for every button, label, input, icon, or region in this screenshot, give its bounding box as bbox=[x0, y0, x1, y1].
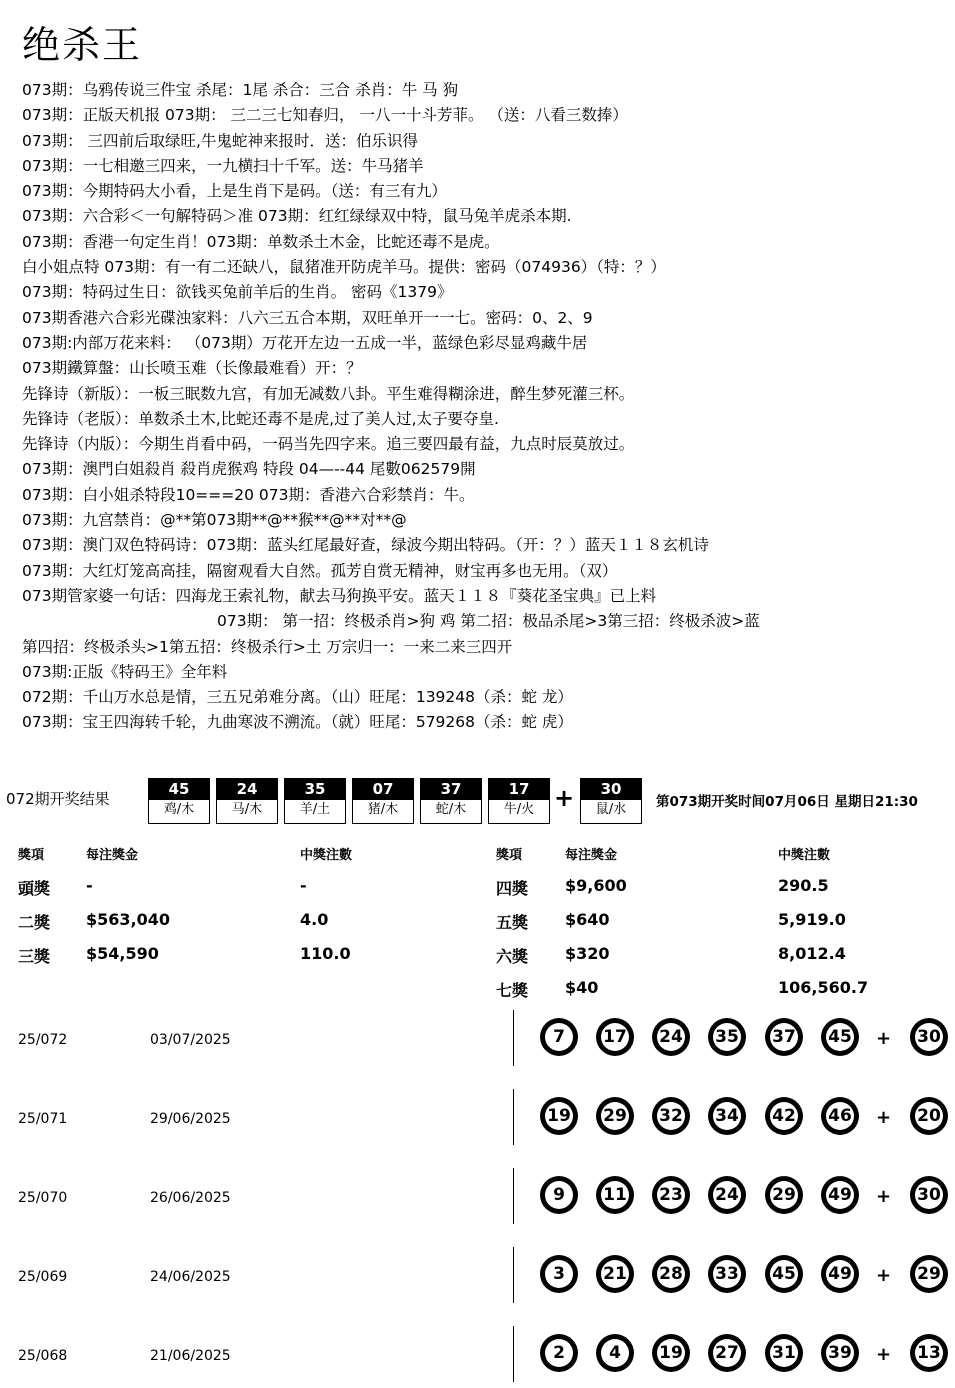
prize-name: 三獎 bbox=[18, 947, 51, 966]
prediction-line: 073期管家婆一句话：四海龙王索礼物，献去马狗换平安。蓝天１１８『葵花圣宝典』已上料 bbox=[22, 586, 657, 605]
history-row bbox=[0, 1326, 955, 1386]
ball-number: 49 bbox=[826, 1260, 854, 1288]
result-number: 17 bbox=[489, 779, 549, 800]
history-period: 25/069 bbox=[18, 1269, 68, 1285]
prize-amount: $40 bbox=[565, 978, 599, 997]
history-ball bbox=[765, 1255, 803, 1293]
history-date: 29/06/2025 bbox=[150, 1111, 231, 1127]
prediction-line: 073期:内部万花来料： （073期）万花开左边一五成一半，蓝绿色彩尽显鸡藏牛居 bbox=[22, 333, 588, 352]
result-number: 24 bbox=[217, 779, 277, 800]
prediction-line: 073期香港六合彩光碟浊家料：八六三五合本期，双旺单开一一七。密码：0、2、9 bbox=[22, 308, 593, 327]
prediction-line: 第四招：终极杀头>1第五招：终极杀行>土 万宗归一：一来二来三四开 bbox=[22, 637, 513, 656]
prize-amount: $563,040 bbox=[86, 910, 171, 929]
history-date: 21/06/2025 bbox=[150, 1348, 231, 1364]
prize-header: 每注獎金 bbox=[86, 848, 139, 863]
ball-number: 11 bbox=[601, 1181, 629, 1209]
prize-amount: - bbox=[86, 876, 93, 895]
history-ball bbox=[540, 1176, 578, 1214]
history-period: 25/072 bbox=[18, 1032, 68, 1048]
ball-number: 28 bbox=[657, 1260, 685, 1288]
history-row bbox=[0, 1010, 955, 1070]
prize-header: 中獎注數 bbox=[778, 848, 831, 863]
result-zodiac: 羊/土 bbox=[299, 802, 331, 817]
prediction-line: 073期：九宫禁肖：@**第073期**@**猴**@**对**@ bbox=[22, 511, 407, 530]
history-ball bbox=[765, 1018, 803, 1056]
ball-number: 4 bbox=[601, 1339, 629, 1367]
prediction-line: 先锋诗（内版）：今期生肖看中码，一码当先四字来。追三要四最有益，九点时辰莫放过。 bbox=[22, 435, 635, 454]
prize-amount: $54,590 bbox=[86, 944, 159, 963]
prize-header: 獎項 bbox=[18, 848, 45, 863]
prize-count: - bbox=[300, 876, 307, 895]
prize-header: 每注獎金 bbox=[565, 848, 618, 863]
prize-name: 四獎 bbox=[496, 879, 529, 898]
history-ball bbox=[652, 1334, 690, 1372]
history-date: 26/06/2025 bbox=[150, 1190, 231, 1206]
history-date: 03/07/2025 bbox=[150, 1032, 231, 1048]
prize-header: 中獎注數 bbox=[300, 848, 353, 863]
prize-name: 六獎 bbox=[496, 947, 529, 966]
prize-header: 獎項 bbox=[496, 848, 523, 863]
history-ball bbox=[708, 1334, 746, 1372]
history-period: 25/068 bbox=[18, 1348, 68, 1364]
result-number-box bbox=[148, 778, 210, 824]
history-row bbox=[0, 1089, 955, 1149]
ball-number: 2 bbox=[545, 1339, 573, 1367]
ball-number: 9 bbox=[545, 1181, 573, 1209]
prize-amount: $640 bbox=[565, 910, 610, 929]
result-number: 37 bbox=[421, 779, 481, 800]
ball-number: 37 bbox=[770, 1023, 798, 1051]
history-special-ball bbox=[910, 1176, 948, 1214]
draw-results bbox=[6, 776, 951, 824]
history-special-ball bbox=[910, 1018, 948, 1056]
ball-number: 27 bbox=[713, 1339, 741, 1367]
history-ball bbox=[652, 1097, 690, 1135]
prediction-line: 073期：大红灯笼高高挂，隔窗观看大自然。孤芳自赏无精神，财宝再多也无用。（双） bbox=[22, 561, 618, 580]
ball-number: 49 bbox=[826, 1181, 854, 1209]
prediction-line: 073期：澳门双色特码诗：073期：蓝头红尾最好查，绿波今期出特码。（开：？）蓝天１１８玄机诗 bbox=[22, 536, 709, 555]
history-ball bbox=[765, 1176, 803, 1214]
ball-number: 29 bbox=[915, 1260, 943, 1288]
prediction-line: 073期：白小姐杀特段10===20 073期：香港六合彩禁肖：牛。 bbox=[22, 485, 475, 504]
history-special-ball bbox=[910, 1097, 948, 1135]
history-ball bbox=[708, 1176, 746, 1214]
history-ball bbox=[821, 1255, 859, 1293]
prediction-line: 073期:正版《特码王》全年料 bbox=[22, 662, 228, 681]
result-number: 45 bbox=[149, 779, 209, 800]
history-ball bbox=[708, 1255, 746, 1293]
ball-number: 19 bbox=[545, 1102, 573, 1130]
ball-number: 29 bbox=[770, 1181, 798, 1209]
result-number-box bbox=[352, 778, 414, 824]
prediction-lines bbox=[22, 78, 947, 736]
history-plus: + bbox=[876, 1186, 892, 1207]
result-number: 35 bbox=[285, 779, 345, 800]
result-zodiac: 猪/木 bbox=[367, 802, 399, 817]
history-special-ball bbox=[910, 1255, 948, 1293]
prediction-line: 073期：一七相邀三四来，一九横扫十千军。送：牛马猪羊 bbox=[22, 156, 424, 175]
history-ball bbox=[652, 1176, 690, 1214]
prize-count: 106,560.7 bbox=[778, 978, 869, 997]
history-ball bbox=[708, 1097, 746, 1135]
history-plus: + bbox=[876, 1265, 892, 1286]
prize-amount: $320 bbox=[565, 944, 610, 963]
prediction-line: 072期：千山万水总是情，三五兄弟难分离。（山）旺尾：139248（杀：蛇 龙） bbox=[22, 688, 573, 707]
divider bbox=[513, 1326, 514, 1382]
prediction-line: 073期： 三四前后取绿旺,牛鬼蛇神来报时．送：伯乐识得 bbox=[22, 131, 418, 150]
prize-name: 二獎 bbox=[18, 913, 51, 932]
result-zodiac: 蛇/木 bbox=[435, 802, 467, 817]
history-ball bbox=[540, 1334, 578, 1372]
prize-count: 5,919.0 bbox=[778, 910, 846, 929]
ball-number: 31 bbox=[770, 1339, 798, 1367]
ball-number: 45 bbox=[770, 1260, 798, 1288]
history-ball bbox=[596, 1018, 634, 1056]
result-zodiac: 鸡/木 bbox=[163, 802, 195, 817]
prediction-line: 073期鐵算盤：山长喷玉难（长像最难看）开：？ bbox=[22, 359, 362, 378]
prize-amount: $9,600 bbox=[565, 876, 627, 895]
ball-number: 30 bbox=[915, 1181, 943, 1209]
special-number-box bbox=[580, 778, 642, 824]
ball-number: 45 bbox=[826, 1023, 854, 1051]
prediction-line: 073期：澳門白姐殺肖 殺肖虎猴鸡 特段 04—--44 尾數062579開 bbox=[22, 460, 476, 479]
history-ball bbox=[596, 1176, 634, 1214]
ball-number: 34 bbox=[713, 1102, 741, 1130]
ball-number: 19 bbox=[657, 1339, 685, 1367]
ball-number: 33 bbox=[713, 1260, 741, 1288]
prize-count: 290.5 bbox=[778, 876, 829, 895]
result-number-box bbox=[216, 778, 278, 824]
history-plus: + bbox=[876, 1344, 892, 1365]
history-ball bbox=[821, 1097, 859, 1135]
ball-number: 3 bbox=[545, 1260, 573, 1288]
history-ball bbox=[708, 1018, 746, 1056]
result-number-box bbox=[420, 778, 482, 824]
prediction-line: 白小姐点特 073期：有一有二还缺八，鼠猪准开防虎羊马。提供：密码（074936）（特：？） bbox=[22, 258, 666, 277]
result-zodiac: 牛/火 bbox=[503, 802, 535, 817]
ball-number: 46 bbox=[826, 1102, 854, 1130]
ball-number: 32 bbox=[657, 1102, 685, 1130]
prize-count: 4.0 bbox=[300, 910, 329, 929]
history-ball bbox=[652, 1255, 690, 1293]
results-plus: + bbox=[554, 784, 575, 812]
history-ball bbox=[821, 1176, 859, 1214]
history-row bbox=[0, 1168, 955, 1228]
results-label: 072期开奖结果 bbox=[6, 790, 110, 808]
prize-name: 頭獎 bbox=[18, 879, 51, 898]
divider bbox=[513, 1089, 514, 1145]
ball-number: 13 bbox=[915, 1339, 943, 1367]
history-ball bbox=[765, 1334, 803, 1372]
ball-number: 30 bbox=[915, 1023, 943, 1051]
prediction-line: 073期：正版天机报 073期： 三二三七知春归， 一八一十斗芳菲。 （送：八看三数捧） bbox=[22, 106, 628, 125]
ball-number: 23 bbox=[657, 1181, 685, 1209]
special-zodiac: 鼠/水 bbox=[595, 802, 627, 817]
history-ball bbox=[540, 1097, 578, 1135]
history-ball bbox=[821, 1334, 859, 1372]
history-ball bbox=[540, 1255, 578, 1293]
history-ball bbox=[821, 1018, 859, 1056]
prediction-line: 073期：六合彩＜一句解特码＞准 073期：红红绿绿双中特，鼠马兔羊虎杀本期. bbox=[22, 207, 572, 226]
history-ball bbox=[596, 1097, 634, 1135]
prize-name: 五獎 bbox=[496, 913, 529, 932]
ball-number: 39 bbox=[826, 1339, 854, 1367]
history-plus: + bbox=[876, 1028, 892, 1049]
divider bbox=[513, 1247, 514, 1303]
history-period: 25/070 bbox=[18, 1190, 68, 1206]
prize-count: 110.0 bbox=[300, 944, 351, 963]
prize-table bbox=[0, 838, 955, 1008]
divider bbox=[513, 1010, 514, 1066]
prediction-line: 073期： 第一招：终极杀肖>狗 鸡 第二招：极品杀尾>3第三招：终极杀波>蓝 bbox=[217, 612, 760, 631]
prediction-line: 073期：乌鸦传说三件宝 杀尾：1尾 杀合：三合 杀肖：牛 马 狗 bbox=[22, 81, 459, 99]
ball-number: 24 bbox=[713, 1181, 741, 1209]
history-special-ball bbox=[910, 1334, 948, 1372]
prediction-line: 073期：香港一句定生肖！073期：单数杀土木金，比蛇还毒不是虎。 bbox=[22, 232, 500, 251]
result-number-box bbox=[284, 778, 346, 824]
history-date: 24/06/2025 bbox=[150, 1269, 231, 1285]
ball-number: 29 bbox=[601, 1102, 629, 1130]
ball-number: 24 bbox=[657, 1023, 685, 1051]
page-title: 绝杀王 bbox=[22, 23, 143, 67]
prediction-line: 073期：宝王四海转千轮，九曲寒波不溯流。（就）旺尾：579268（杀：蛇 虎） bbox=[22, 713, 573, 732]
history-ball bbox=[596, 1255, 634, 1293]
ball-number: 35 bbox=[713, 1023, 741, 1051]
prediction-line: 先锋诗（老版）：单数杀土木,比蛇还毒不是虎,过了美人过,太子要夺皇. bbox=[22, 409, 499, 428]
prize-count: 8,012.4 bbox=[778, 944, 846, 963]
next-draw-time: 第073期开奖时间07月06日 星期日21:30 bbox=[656, 794, 918, 810]
history-row bbox=[0, 1247, 955, 1307]
history-ball bbox=[765, 1097, 803, 1135]
history-plus: + bbox=[876, 1107, 892, 1128]
ball-number: 17 bbox=[601, 1023, 629, 1051]
history-period: 25/071 bbox=[18, 1111, 68, 1127]
history-ball bbox=[596, 1334, 634, 1372]
prediction-line: 073期：特码过生日：欲钱买兔前羊后的生肖。 密码《1379》 bbox=[22, 283, 453, 302]
history-ball bbox=[652, 1018, 690, 1056]
result-zodiac: 马/木 bbox=[231, 802, 263, 817]
special-number: 30 bbox=[581, 779, 641, 800]
prediction-line: 073期：今期特码大小看，上是生肖下是码。（送：有三有九） bbox=[22, 182, 447, 201]
result-number: 07 bbox=[353, 779, 413, 800]
ball-number: 20 bbox=[915, 1102, 943, 1130]
ball-number: 42 bbox=[770, 1102, 798, 1130]
prize-name: 七獎 bbox=[496, 981, 529, 1000]
ball-number: 7 bbox=[545, 1023, 573, 1051]
prediction-line: 先锋诗（新版）：一板三眠数九宫，有加无减数八卦。平生难得糊涂进，醉生梦死灌三杯。 bbox=[22, 384, 635, 403]
history-ball bbox=[540, 1018, 578, 1056]
result-number-box bbox=[488, 778, 550, 824]
ball-number: 21 bbox=[601, 1260, 629, 1288]
divider bbox=[513, 1168, 514, 1224]
